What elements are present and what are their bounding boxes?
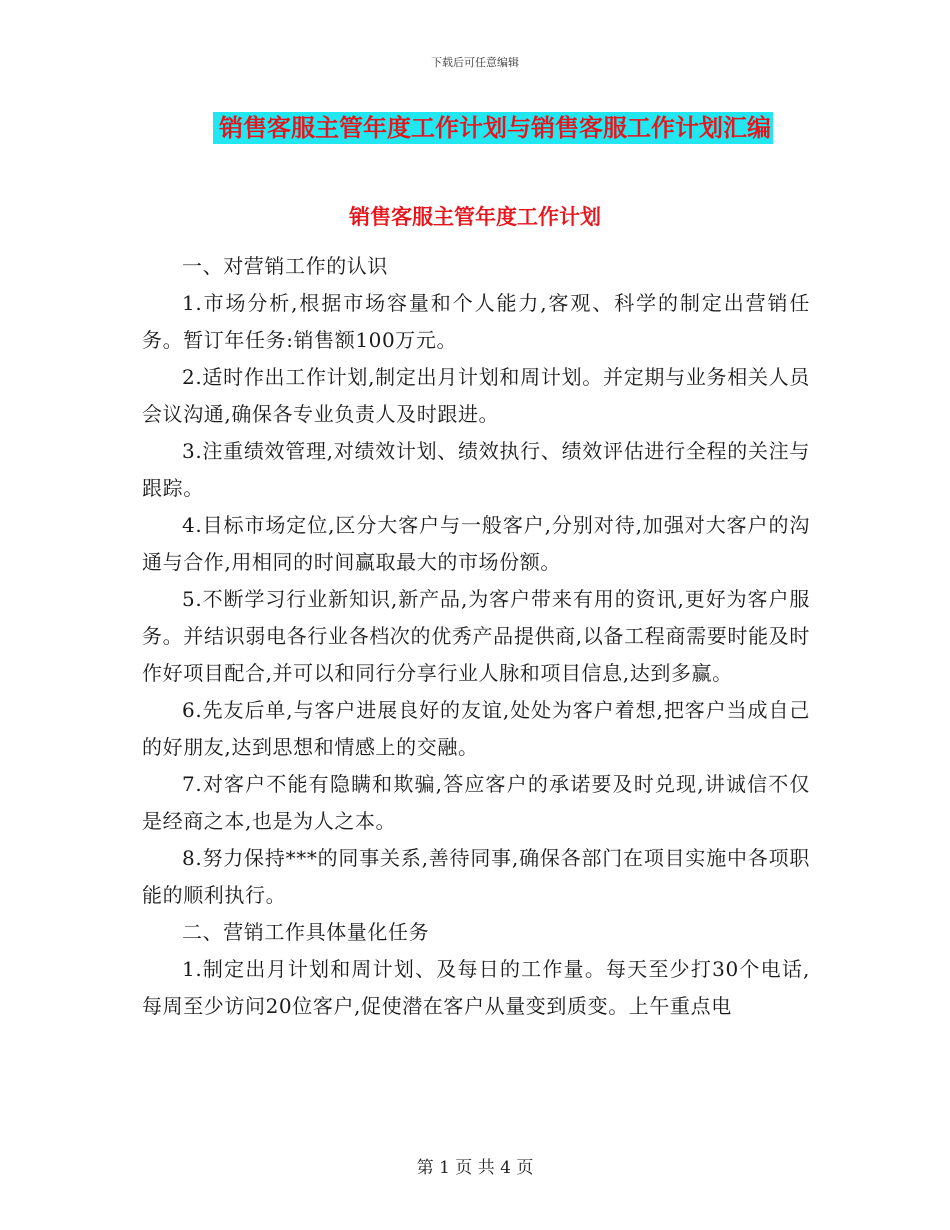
paragraph: 8.努力保持***的同事关系,善待同事,确保各部门在项目实施中各项职能的顺利执行。 [142,846,810,907]
main-title-container [0,112,950,144]
paragraph: 5.不断学习行业新知识,新产品,为客户带来有用的资讯,更好为客户服务。并结识弱电各行业各档次的优秀产品提供商,以备工程商需要时能及时作好项目配合,并可以和同行分享行业人脉和项目信息,达到多赢。 [142,587,810,685]
paragraph: 6.先友后单,与客户进展良好的友谊,处处为客户着想,把客户当成自己的好朋友,达到思想和情感上的交融。 [142,698,810,759]
page-footer: 第 1 页 共 4 页 [416,1158,534,1178]
paragraph: 1.市场分析,根据市场容量和个人能力,客观、科学的制定出营销任务。暂订年任务:销售额100万元。 [142,291,810,352]
section-heading-1: 一、对营销工作的认识 [182,254,388,278]
paragraph: 1.制定出月计划和周计划、及每日的工作量。每天至少打30个电话,每周至少访问20位客户,促使潜在客户从量变到质变。上午重点电 [142,957,810,1018]
header-note: 下载后可任意编辑 [431,56,519,69]
main-title: 销售客服主管年度工作计划与销售客服工作计划汇编 [213,112,773,144]
paragraph: 2.适时作出工作计划,制定出月计划和周计划。并定期与业务相关人员会议沟通,确保各专业负责人及时跟进。 [142,365,810,426]
paragraph: 7.对客户不能有隐瞒和欺骗,答应客户的承诺要及时兑现,讲诚信不仅是经商之本,也是为人之本。 [142,772,810,833]
paragraph: 4.目标市场定位,区分大客户与一般客户,分别对待,加强对大客户的沟通与合作,用相同的时间赢取最大的市场份额。 [142,513,810,574]
sub-title: 销售客服主管年度工作计划 [349,205,601,229]
paragraph: 3.注重绩效管理,对绩效计划、绩效执行、绩效评估进行全程的关注与跟踪。 [142,439,810,500]
document-body [142,248,810,1025]
section-heading-2: 二、营销工作具体量化任务 [182,920,430,944]
